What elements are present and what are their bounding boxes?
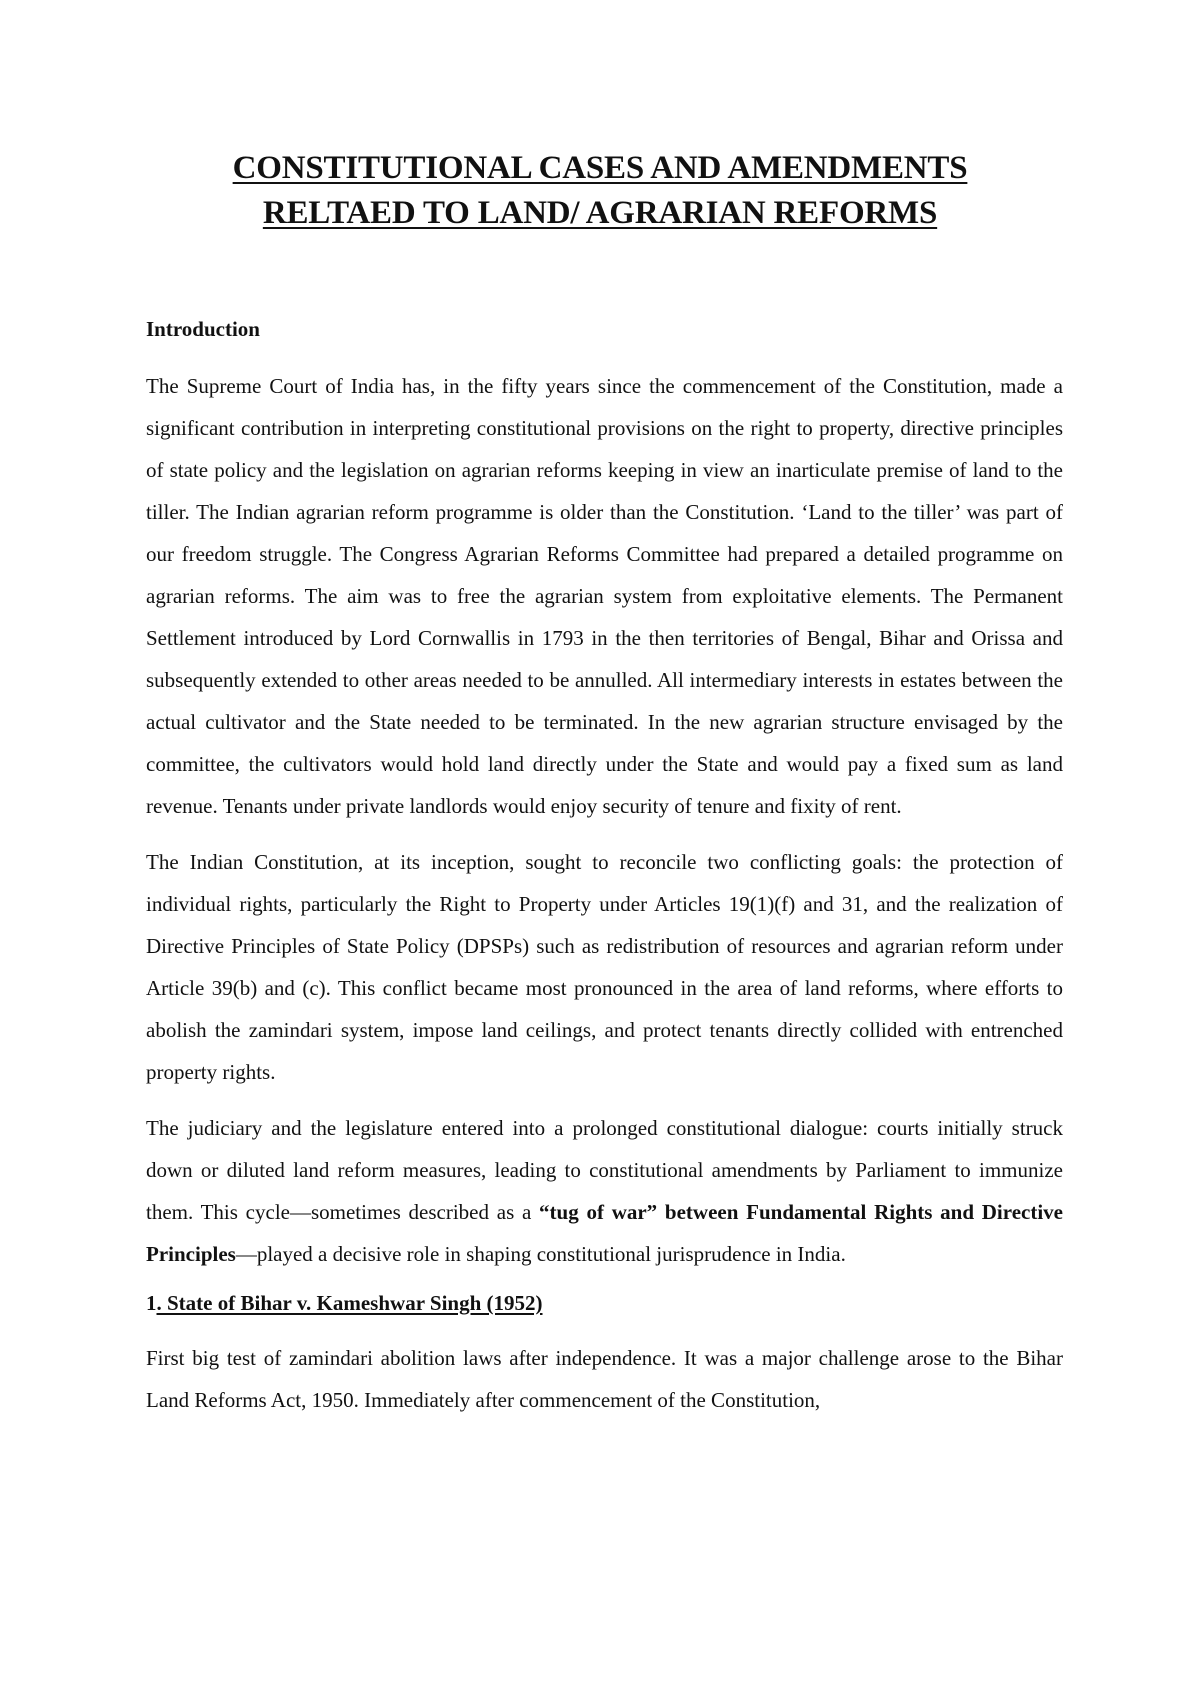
document-title-line-1: CONSTITUTIONAL CASES AND AMENDMENTS xyxy=(232,150,968,186)
paragraph-3-bold-phrase: “tug of war” between Fundamental Rights and Directive Principles xyxy=(146,1200,1063,1266)
introduction-heading: Introduction xyxy=(146,317,260,341)
paragraph-3-text-start: The judiciary and the legislature entered into a prolonged constitutional dialogue: courts initially struck down or diluted land reform measures, leading to constitutional amendments by Parliament to immunize them. This cycle—sometimes described as a xyxy=(146,1116,1063,1224)
introduction-paragraph-1: The Supreme Court of India has, in the fifty years since the commencement of the Constitution, made a significant contribution in interpreting constitutional provisions on the right to property, directive principles of state policy and the legislation on agrarian reforms keeping in view an inarticulate premise of land to the tiller. The Indian agrarian reform programme is older than the Constitution. ‘Land to the tiller’ was part of our freedom struggle. The Congress Agrarian Reforms Committee had prepared a detailed programme on agrarian reforms. The aim was to free the agrarian system from exploitative elements. The Permanent Settlement introduced by Lord Cornwallis in 1793 in the then territories of Bengal, Bihar and Orissa and subsequently extended to other areas needed to be annulled. All intermediary interests in estates between the actual cultivator and the State needed to be terminated. In the new agrarian structure envisaged by the committee, the cultivators would hold land directly under the State and would pay a fixed sum as land revenue. Tenants under private landlords would enjoy security of tenure and fixity of rent. xyxy=(146,374,1063,818)
introduction-paragraph-2: The Indian Constitution, at its inception, sought to reconcile two conflicting goals: the protection of individual rights, particularly the Right to Property under Articles 19(1)(f) and 31, and the realization of Directive Principles of State Policy (DPSPs) such as redistribution of resources and agrarian reform under Article 39(b) and (c). This conflict became most pronounced in the area of land reforms, where efforts to abolish the zamindari system, impose land ceilings, and protect tenants directly collided with entrenched property rights. xyxy=(146,850,1063,1084)
introduction-paragraph-3 xyxy=(146,1107,1063,1275)
document-body xyxy=(146,315,1063,1435)
section-1-paragraph: First big test of zamindari abolition laws after independence. It was a major challenge arose to the Bihar Land Reforms Act, 1950. Immediately after commencement of the Constitution, xyxy=(146,1346,1063,1412)
paragraph-3-text-end: —played a decisive role in shaping constitutional jurisprudence in India. xyxy=(235,1242,846,1266)
section-1-heading xyxy=(146,1289,1063,1317)
section-1-title: . State of Bihar v. Kameshwar Singh (1952) xyxy=(156,1291,543,1315)
section-1-number: 1 xyxy=(146,1291,157,1315)
document-title xyxy=(120,146,1080,236)
document-title-line-2: RELTAED TO LAND/ AGRARIAN REFORMS xyxy=(262,195,938,231)
